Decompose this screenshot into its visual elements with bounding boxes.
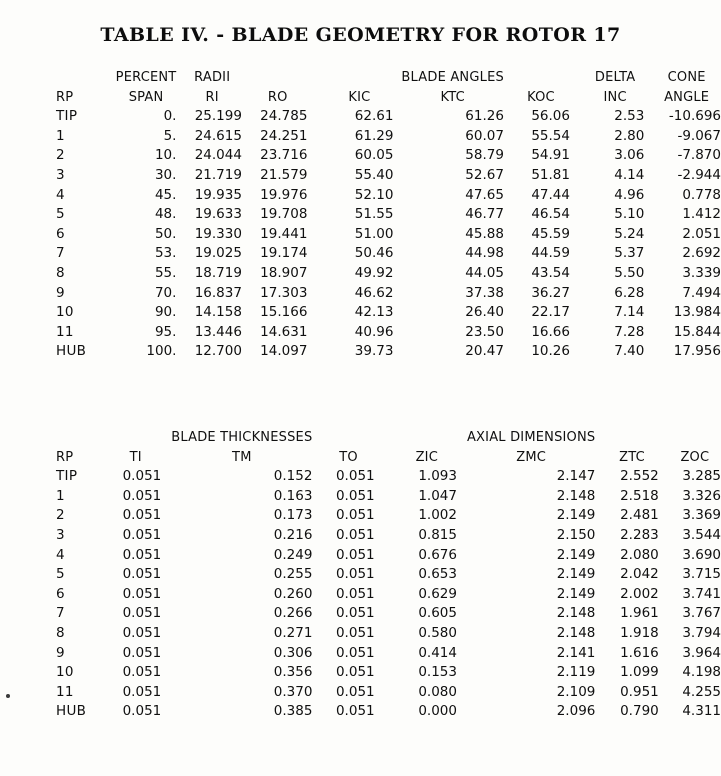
table-cell: 2.141 xyxy=(556,644,596,661)
table-cell: 4.96 xyxy=(614,186,645,203)
table-cell: 2.518 xyxy=(620,487,659,504)
table-cell: 45.59 xyxy=(531,225,570,242)
row-label: TIP xyxy=(56,108,78,125)
table-cell: 0.216 xyxy=(273,526,313,543)
table-cell: 0.051 xyxy=(122,664,162,681)
table-cell: 14.158 xyxy=(194,304,242,321)
table-cell: 3.326 xyxy=(682,487,721,504)
group-header-blank-10 xyxy=(659,428,721,448)
table-cell: 0.605 xyxy=(418,605,457,622)
table-cell: 0.051 xyxy=(122,507,162,524)
table-row xyxy=(56,264,721,284)
table-cell: 3.794 xyxy=(682,624,721,641)
table-cell: 1.047 xyxy=(418,487,457,504)
table-cell: 19.330 xyxy=(194,225,242,242)
table-cell: 0.629 xyxy=(418,585,457,602)
table-cell: 36.27 xyxy=(531,284,570,301)
table-cell: 55.40 xyxy=(354,166,394,183)
table-cell: 24.785 xyxy=(260,108,308,125)
row-label: 8 xyxy=(56,264,65,281)
table-cell: 0.051 xyxy=(122,605,162,622)
table-cell: 0.580 xyxy=(418,624,457,641)
table-cell: 55.54 xyxy=(531,127,570,144)
table-cell: 0.255 xyxy=(273,566,313,583)
table-cell: 3.715 xyxy=(682,566,721,583)
table-cell: 2.148 xyxy=(556,605,596,622)
table-cell: 10.26 xyxy=(531,343,570,360)
table-row xyxy=(56,565,721,585)
column-header-rp-2: RP xyxy=(56,449,74,465)
row-label: HUB xyxy=(56,703,87,720)
table-row xyxy=(56,644,721,664)
table-cell: 30. xyxy=(154,166,177,183)
row-label: HUB xyxy=(56,343,87,360)
table-cell: 0.249 xyxy=(273,546,313,563)
table-cell: 24.044 xyxy=(194,147,242,164)
table-cell: 2.150 xyxy=(556,526,596,543)
table-row xyxy=(56,107,721,127)
table-cell: 0.051 xyxy=(122,683,162,700)
table-cell: 61.29 xyxy=(354,127,394,144)
table-cell: 52.67 xyxy=(465,166,504,183)
table-cell: 0.414 xyxy=(418,644,457,661)
table-row xyxy=(56,526,721,546)
row-label: 11 xyxy=(56,323,74,340)
table-row xyxy=(56,225,721,245)
column-header-span: SPAN xyxy=(128,89,164,105)
table-cell: 0.051 xyxy=(122,585,162,602)
table-cell: 62.61 xyxy=(354,108,394,125)
table-cell: 60.07 xyxy=(465,127,504,144)
table-cell: 0.051 xyxy=(335,507,375,524)
table-row xyxy=(56,146,721,166)
table-cell: 2.119 xyxy=(556,664,596,681)
group-header-blade-angles: BLADE ANGLES xyxy=(401,70,504,85)
table-row xyxy=(56,585,721,605)
table-cell: 1.616 xyxy=(620,644,659,661)
row-label: 10 xyxy=(56,304,74,321)
table-cell: 0.266 xyxy=(273,605,313,622)
group-header-blank-7 xyxy=(312,428,374,448)
table-cell: 0.153 xyxy=(418,664,457,681)
table-cell: 4.311 xyxy=(682,703,721,720)
column-header-zmc: ZMC xyxy=(516,449,547,465)
table-cell: 19.633 xyxy=(194,206,242,223)
table-cell: 0.000 xyxy=(418,703,457,720)
table-cell: 16.837 xyxy=(194,284,242,301)
table-cell: 46.62 xyxy=(354,284,394,301)
table-row xyxy=(56,702,721,722)
table-cell: 19.174 xyxy=(260,245,308,262)
table-cell: 12.700 xyxy=(194,343,242,360)
table-cell: 4.198 xyxy=(682,664,721,681)
group-header-blank-6 xyxy=(102,428,161,448)
table-row xyxy=(56,663,721,683)
table-cell: 0.051 xyxy=(335,487,375,504)
table-cell: 0.260 xyxy=(273,585,313,602)
table-cell: 15.844 xyxy=(673,323,721,340)
table-cell: 19.935 xyxy=(194,186,242,203)
table-cell: 44.05 xyxy=(465,264,504,281)
group-header-blank-5 xyxy=(56,428,102,448)
table-cell: -7.870 xyxy=(677,147,721,164)
column-header-kic: KIC xyxy=(348,89,371,105)
row-label: 5 xyxy=(56,566,65,583)
column-header-ztc: ZTC xyxy=(619,449,645,465)
row-label: TIP xyxy=(56,468,78,485)
table-cell: 2.283 xyxy=(620,526,659,543)
table-cell: 2.042 xyxy=(620,566,659,583)
table-cell: 18.719 xyxy=(194,264,242,281)
table-cell: 22.17 xyxy=(531,304,570,321)
table-cell: 58.79 xyxy=(465,147,504,164)
row-label: 4 xyxy=(56,186,65,203)
table-cell: 0.051 xyxy=(335,468,375,485)
row-label: 9 xyxy=(56,284,65,301)
row-label: 6 xyxy=(56,225,65,242)
row-label: 3 xyxy=(56,166,65,183)
table-cell: 0.051 xyxy=(335,683,375,700)
table-cell: 0.080 xyxy=(418,683,457,700)
table-cell: 70. xyxy=(154,284,177,301)
row-label: 4 xyxy=(56,546,65,563)
table-cell: 49.92 xyxy=(354,264,394,281)
table-cell: 7.494 xyxy=(682,284,721,301)
table-cell: 2.080 xyxy=(620,546,659,563)
table-cell: 42.13 xyxy=(354,304,394,321)
table-cell: 0. xyxy=(163,108,177,125)
row-label: 3 xyxy=(56,526,65,543)
table-cell: 5.24 xyxy=(614,225,645,242)
table-cell: 0.051 xyxy=(335,703,375,720)
table-cell: 51.81 xyxy=(531,166,570,183)
table-row xyxy=(56,467,721,487)
table-cell: 1.093 xyxy=(418,468,457,485)
table-cell: 1.961 xyxy=(620,605,659,622)
table-cell: 5.10 xyxy=(614,206,645,223)
table-cell: 0.051 xyxy=(335,664,375,681)
table-cell: 19.441 xyxy=(260,225,308,242)
row-label: 1 xyxy=(56,487,65,504)
table-cell: 0.051 xyxy=(335,644,375,661)
table-row xyxy=(56,127,721,147)
table-row xyxy=(56,604,721,624)
thickness-dimensions-table-section xyxy=(56,428,721,722)
group-header-blank-9 xyxy=(595,428,658,448)
table-cell: 48. xyxy=(154,206,177,223)
table-row xyxy=(56,342,721,362)
group-header-radii: RADII xyxy=(194,70,231,85)
table-cell: 51.55 xyxy=(354,206,394,223)
table-cell: 13.446 xyxy=(194,323,242,340)
table-cell: 61.26 xyxy=(465,108,504,125)
table-cell: 5. xyxy=(163,127,177,144)
blade-geometry-rows xyxy=(56,107,721,362)
table-cell: 43.54 xyxy=(531,264,570,281)
table-cell: 3.369 xyxy=(682,507,721,524)
table-cell: 13.984 xyxy=(673,304,721,321)
table-cell: 95. xyxy=(154,323,177,340)
table-cell: 14.097 xyxy=(260,343,308,360)
table-cell: 60.05 xyxy=(354,147,394,164)
table-cell: 2.148 xyxy=(556,624,596,641)
table-row xyxy=(56,624,721,644)
table-cell: 2.692 xyxy=(682,245,721,262)
table-cell: 0.356 xyxy=(273,664,313,681)
table-cell: 3.690 xyxy=(682,546,721,563)
table-cell: 50.46 xyxy=(354,245,394,262)
table-cell: 52.10 xyxy=(354,186,394,203)
column-header-ti: TI xyxy=(129,449,142,465)
table-cell: 0.051 xyxy=(335,605,375,622)
row-label: 9 xyxy=(56,644,65,661)
table-cell: 47.44 xyxy=(531,186,570,203)
table-cell: 50. xyxy=(154,225,177,242)
table-row xyxy=(56,487,721,507)
table-cell: 54.91 xyxy=(531,147,570,164)
table-cell: 4.14 xyxy=(614,166,645,183)
table-cell: 23.50 xyxy=(465,323,504,340)
table-cell: 16.66 xyxy=(531,323,570,340)
table-cell: 46.54 xyxy=(531,206,570,223)
scan-speck xyxy=(6,694,10,698)
table-cell: 55. xyxy=(154,264,177,281)
table-cell: 5.50 xyxy=(614,264,645,281)
table-cell: 44.98 xyxy=(465,245,504,262)
table-cell: 0.051 xyxy=(122,468,162,485)
table-cell: 0.370 xyxy=(273,683,313,700)
column-header-ri: RI xyxy=(205,89,219,105)
table-cell: 0.051 xyxy=(122,644,162,661)
table-cell: 19.708 xyxy=(260,206,308,223)
group-header-row-2 xyxy=(56,428,721,448)
group-header-blank-4 xyxy=(504,68,570,88)
table-cell: 0.271 xyxy=(273,624,313,641)
table-cell: 2.149 xyxy=(556,546,596,563)
table-cell: 3.285 xyxy=(682,468,721,485)
table-cell: 51.00 xyxy=(354,225,394,242)
group-header-cone: CONE xyxy=(667,70,706,85)
table-cell: 2.096 xyxy=(556,703,596,720)
table-cell: 26.40 xyxy=(465,304,504,321)
row-label: 5 xyxy=(56,206,65,223)
table-cell: 14.631 xyxy=(260,323,308,340)
table-cell: 2.109 xyxy=(556,683,596,700)
table-cell: 0.051 xyxy=(335,526,375,543)
column-header-row-2 xyxy=(56,448,721,468)
table-cell: 46.77 xyxy=(465,206,504,223)
table-cell: 19.976 xyxy=(260,186,308,203)
table-row xyxy=(56,186,721,206)
table-cell: 7.14 xyxy=(614,304,645,321)
column-header-koc: KOC xyxy=(527,89,555,105)
table-row xyxy=(56,244,721,264)
table-cell: 2.149 xyxy=(556,585,596,602)
table-cell: 0.951 xyxy=(620,683,659,700)
column-header-rp: RP xyxy=(56,89,74,105)
table-cell: 4.255 xyxy=(682,683,721,700)
table-cell: 0.778 xyxy=(682,186,721,203)
table-cell: 10. xyxy=(154,147,177,164)
table-row xyxy=(56,166,721,186)
group-header-delta: DELTA xyxy=(594,70,636,85)
table-cell: 0.051 xyxy=(122,566,162,583)
table-cell: 0.815 xyxy=(418,526,457,543)
table-cell: 2.148 xyxy=(556,487,596,504)
table-cell: -9.067 xyxy=(677,127,721,144)
table-cell: 2.552 xyxy=(620,468,659,485)
table-cell: 0.051 xyxy=(335,566,375,583)
table-cell: 0.385 xyxy=(273,703,313,720)
table-cell: 7.40 xyxy=(614,343,645,360)
table-row xyxy=(56,683,721,703)
row-label: 7 xyxy=(56,245,65,262)
table-cell: 37.38 xyxy=(465,284,504,301)
table-cell: 0.051 xyxy=(335,624,375,641)
row-label: 1 xyxy=(56,127,65,144)
row-label: 7 xyxy=(56,605,65,622)
table-cell: 23.716 xyxy=(260,147,308,164)
table-cell: 0.163 xyxy=(273,487,313,504)
table-cell: 0.790 xyxy=(620,703,659,720)
table-row xyxy=(56,323,721,343)
table-cell: 100. xyxy=(146,343,177,360)
column-header-zoc: ZOC xyxy=(680,449,710,465)
table-cell: 1.918 xyxy=(620,624,659,641)
table-cell: 3.741 xyxy=(682,585,721,602)
table-cell: 24.251 xyxy=(260,127,308,144)
table-row xyxy=(56,506,721,526)
column-header-ro: RO xyxy=(267,89,288,105)
column-header-to: TO xyxy=(339,449,358,465)
table-cell: 39.73 xyxy=(354,343,394,360)
group-header-percent: PERCENT xyxy=(115,70,177,85)
table-cell: 53. xyxy=(154,245,177,262)
row-label: 10 xyxy=(56,664,74,681)
table-cell: 47.65 xyxy=(465,186,504,203)
table-cell: 3.544 xyxy=(682,526,721,543)
column-header-zic: ZIC xyxy=(415,449,438,465)
group-header-blade-thicknesses: BLADE THICKNESSES xyxy=(171,430,313,445)
table-row xyxy=(56,303,721,323)
table-cell: 56.06 xyxy=(531,108,570,125)
table-cell: -2.944 xyxy=(677,166,721,183)
table-cell: 90. xyxy=(154,304,177,321)
table-cell: 45.88 xyxy=(465,225,504,242)
table-cell: 2.051 xyxy=(682,225,721,242)
table-cell: 2.149 xyxy=(556,507,596,524)
table-row xyxy=(56,205,721,225)
table-cell: 45. xyxy=(154,186,177,203)
table-cell: -10.696 xyxy=(668,108,721,125)
table-cell: 0.051 xyxy=(122,546,162,563)
group-header-row xyxy=(56,68,721,88)
table-cell: 18.907 xyxy=(260,264,308,281)
column-header-row xyxy=(56,88,721,108)
table-cell: 0.051 xyxy=(122,526,162,543)
row-label: 11 xyxy=(56,683,74,700)
table-cell: 17.956 xyxy=(673,343,721,360)
table-cell: 0.051 xyxy=(122,487,162,504)
table-cell: 0.676 xyxy=(418,546,457,563)
table-cell: 1.002 xyxy=(418,507,457,524)
table-cell: 17.303 xyxy=(260,284,308,301)
group-header-blank-8 xyxy=(375,428,457,448)
thickness-dimensions-rows xyxy=(56,467,721,722)
column-header-ktc: KTC xyxy=(440,89,465,105)
column-header-inc: INC xyxy=(603,89,627,105)
table-cell: 3.339 xyxy=(682,264,721,281)
group-header-blank-2 xyxy=(242,68,307,88)
table-cell: 7.28 xyxy=(614,323,645,340)
table-cell: 15.166 xyxy=(260,304,308,321)
table-cell: 3.767 xyxy=(682,605,721,622)
row-label: 8 xyxy=(56,624,65,641)
table-cell: 3.964 xyxy=(682,644,721,661)
row-label: 6 xyxy=(56,585,65,602)
table-cell: 21.579 xyxy=(260,166,308,183)
column-header-tm: TM xyxy=(232,449,252,465)
table-cell: 25.199 xyxy=(194,108,242,125)
blade-geometry-table-section xyxy=(56,68,721,362)
blade-geometry-table xyxy=(56,68,721,362)
table-cell: 1.099 xyxy=(620,664,659,681)
table-cell: 2.80 xyxy=(614,127,645,144)
table-cell: 6.28 xyxy=(614,284,645,301)
table-cell: 0.173 xyxy=(273,507,313,524)
table-cell: 40.96 xyxy=(354,323,394,340)
group-header-blank-3 xyxy=(307,68,393,88)
thickness-dimensions-table xyxy=(56,428,721,722)
table-cell: 21.719 xyxy=(194,166,242,183)
table-cell: 0.051 xyxy=(122,624,162,641)
table-cell: 2.149 xyxy=(556,566,596,583)
table-cell: 2.147 xyxy=(556,468,596,485)
table-cell: 1.412 xyxy=(682,206,721,223)
table-cell: 0.653 xyxy=(418,566,457,583)
page-title: TABLE IV. - BLADE GEOMETRY FOR ROTOR 17 xyxy=(100,24,621,46)
table-cell: 0.051 xyxy=(122,703,162,720)
table-row xyxy=(56,284,721,304)
table-cell: 24.615 xyxy=(194,127,242,144)
table-cell: 0.051 xyxy=(335,585,375,602)
table-cell: 2.481 xyxy=(620,507,659,524)
table-cell: 0.152 xyxy=(273,468,313,485)
row-label: 2 xyxy=(56,147,65,164)
table-cell: 2.002 xyxy=(620,585,659,602)
table-cell: 2.53 xyxy=(614,108,645,125)
column-header-angle: ANGLE xyxy=(664,89,710,105)
table-cell: 5.37 xyxy=(614,245,645,262)
table-cell: 0.306 xyxy=(273,644,313,661)
group-header-axial-dimensions: AXIAL DIMENSIONS xyxy=(466,430,596,445)
table-cell: 20.47 xyxy=(465,343,504,360)
row-label: 2 xyxy=(56,507,65,524)
group-header-blank xyxy=(56,68,106,88)
table-cell: 44.59 xyxy=(531,245,570,262)
table-cell: 0.051 xyxy=(335,546,375,563)
table-row xyxy=(56,546,721,566)
table-cell: 3.06 xyxy=(614,147,645,164)
table-cell: 19.025 xyxy=(194,245,242,262)
